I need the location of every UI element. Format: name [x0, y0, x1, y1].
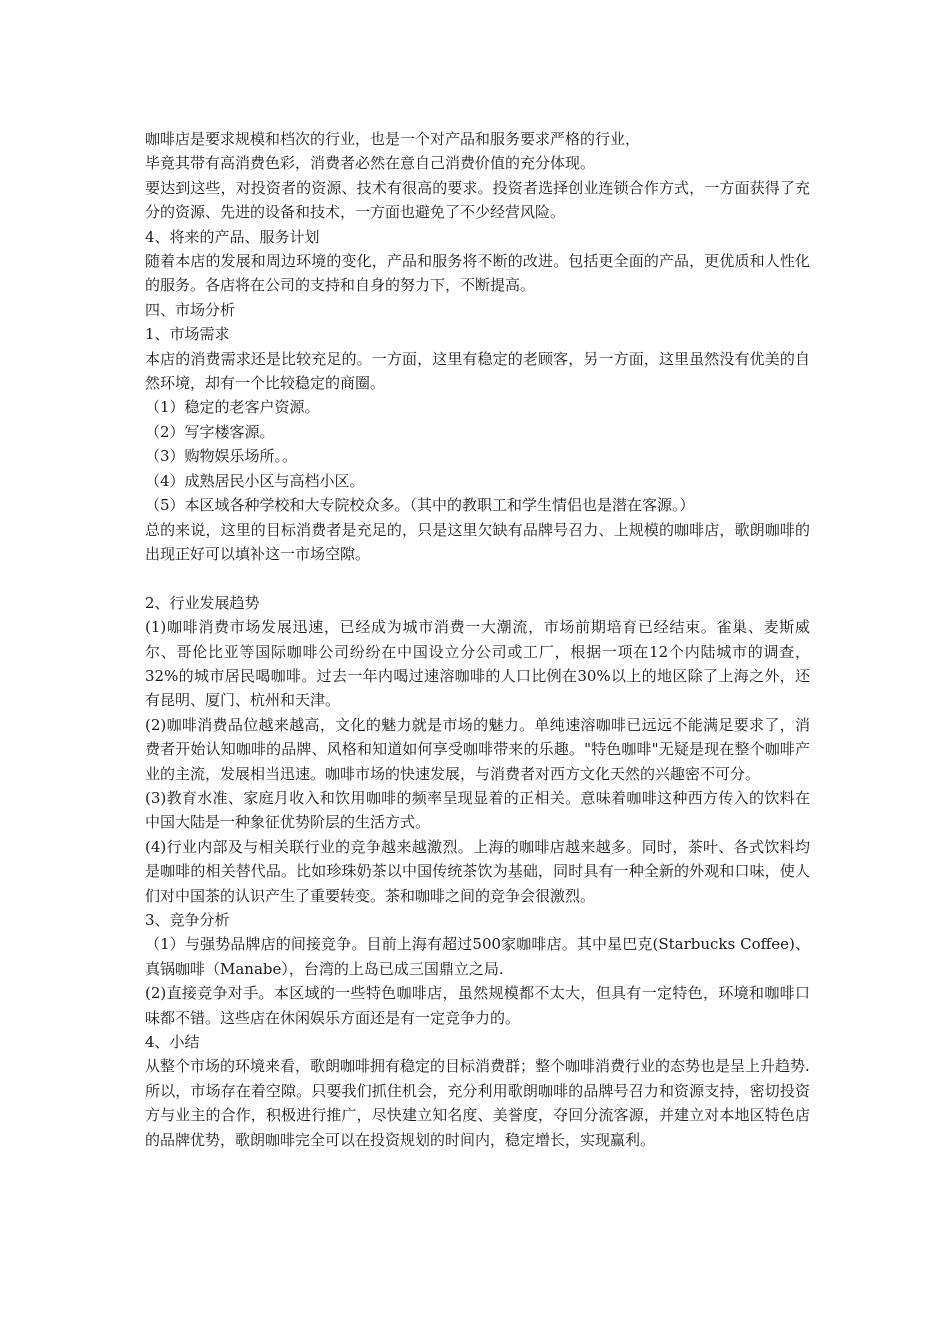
- paragraph-18: (2)咖啡消费品位越来越高，文化的魅力就是市场的魅力。单纯速溶咖啡已远远不能满足要求了，消费者开始认知咖啡的品牌、风格和知道如何享受咖啡带来的乐趣。"特色咖啡"无疑是现在整个咖啡产业的主流，发展相当迅速。咖啡市场的快速发展，与消费者对西方文化天然的兴趣密不可分。: [145, 715, 810, 783]
- list-item-2: （2）写字楼客源。: [145, 422, 275, 441]
- paragraph-22: （1）与强势品牌店的间接竞争。目前上海有超过500家咖啡店。其中星巴克(Starbucks Coffee)、真锅咖啡（Manabe），台湾的上岛已成三国鼎立之局.: [145, 935, 810, 978]
- paragraph-3: 要达到这些，对投资者的资源、技术有很高的要求。投资者选择创业连锁合作方式，一方面获得了充分的资源、先进的设备和技术，一方面也避免了不少经营风险。: [145, 178, 810, 222]
- blank-line: [145, 566, 810, 590]
- paragraph-20: (4)行业内部及与相关联行业的竞争越来越激烈。上海的咖啡店越来越多。同时，茶叶、各式饮料均是咖啡的相关替代品。比如珍珠奶茶以中国传统茶饮为基础，同时具有一种全新的外观和口味，使人们对中国茶的认识产生了重要转变。茶和咖啡之间的竞争会很激烈。: [145, 837, 810, 905]
- paragraph-14: 总的来说，这里的目标消费者是充足的，只是这里欠缺有品牌号召力、上规模的咖啡店，歌朗咖啡的出现正好可以填补这一市场空隙。: [145, 520, 810, 563]
- document-body: [145, 127, 810, 1152]
- subheading-market-demand: 1、市场需求: [145, 325, 230, 344]
- section-heading-market-analysis: 四、市场分析: [145, 300, 236, 319]
- list-item-4: （4）成熟居民小区与高档小区。: [145, 471, 365, 490]
- list-item-5: （5）本区域各种学校和大专院校众多。（其中的教职工和学生情侣也是潜在客源。）: [145, 496, 695, 515]
- paragraph-25: 从整个市场的环境来看，歌朗咖啡拥有稳定的目标消费群；整个咖啡消费行业的态势也是呈上升趋势.: [145, 1057, 810, 1076]
- list-item-3: （3）购物娱乐场所。。: [145, 447, 298, 466]
- paragraph-2: 毕竟其带有高消费色彩，消费者必然在意自己消费价值的充分体现。: [145, 154, 596, 173]
- paragraph-5: 随着本店的发展和周边环境的变化，产品和服务将不断的改进。包括更全面的产品，更优质和人性化的服务。各店将在公司的支持和自身的努力下，不断提高。: [145, 252, 810, 295]
- paragraph-17: (1)咖啡消费市场发展迅速，已经成为城市消费一大潮流，市场前期培育已经结束。雀巢、麦斯威尔、哥伦比亚等国际咖啡公司纷纷在中国设立分公司或工厂，根据一项在12个内陆城市的调查，32%的城市居民喝咖啡。过去一年内喝过速溶咖啡的人口比例在30%以上的地区除了上海之外，还有昆明、厦门、杭州和天津。: [145, 618, 810, 710]
- subheading-industry-trend: 2、行业发展趋势: [145, 593, 260, 612]
- paragraph-26: 所以，市场存在着空隙。只要我们抓住机会，充分利用歌朗咖啡的品牌号召力和资源支持，密切投资方与业主的合作，积极进行推广，尽快建立知名度、美誉度，夺回分流客源，并建立对本地区特色店的品牌优势，歌朗咖啡完全可以在投资规划的时间内，稳定增长，实现赢利。: [145, 1081, 810, 1149]
- paragraph-8: 本店的消费需求还是比较充足的。一方面，这里有稳定的老顾客，另一方面，这里虽然没有优美的自然环境，却有一个比较稳定的商圈。: [145, 349, 810, 393]
- paragraph-1: 咖啡店是要求规模和档次的行业，也是一个对产品和服务要求严格的行业，: [145, 130, 641, 148]
- paragraph-19: (3)教育水准、家庭月收入和饮用咖啡的频率呈现显着的正相关。意味着咖啡这种西方传入的饮料在中国大陆是一种象征优势阶层的生活方式。: [145, 788, 810, 832]
- section-heading-product-plan: 4、将来的产品、服务计划: [145, 227, 320, 246]
- subheading-competition: 3、竞争分析: [145, 910, 230, 929]
- paragraph-23: (2)直接竞争对手。本区域的一些特色咖啡店，虽然规模都不太大，但具有一定特色，环境和咖啡口味都不错。这些店在休闲娱乐方面还是有一定竞争力的。: [145, 984, 810, 1027]
- list-item-1: （1）稳定的老客户资源。: [145, 398, 320, 417]
- subheading-summary: 4、小结: [145, 1033, 200, 1052]
